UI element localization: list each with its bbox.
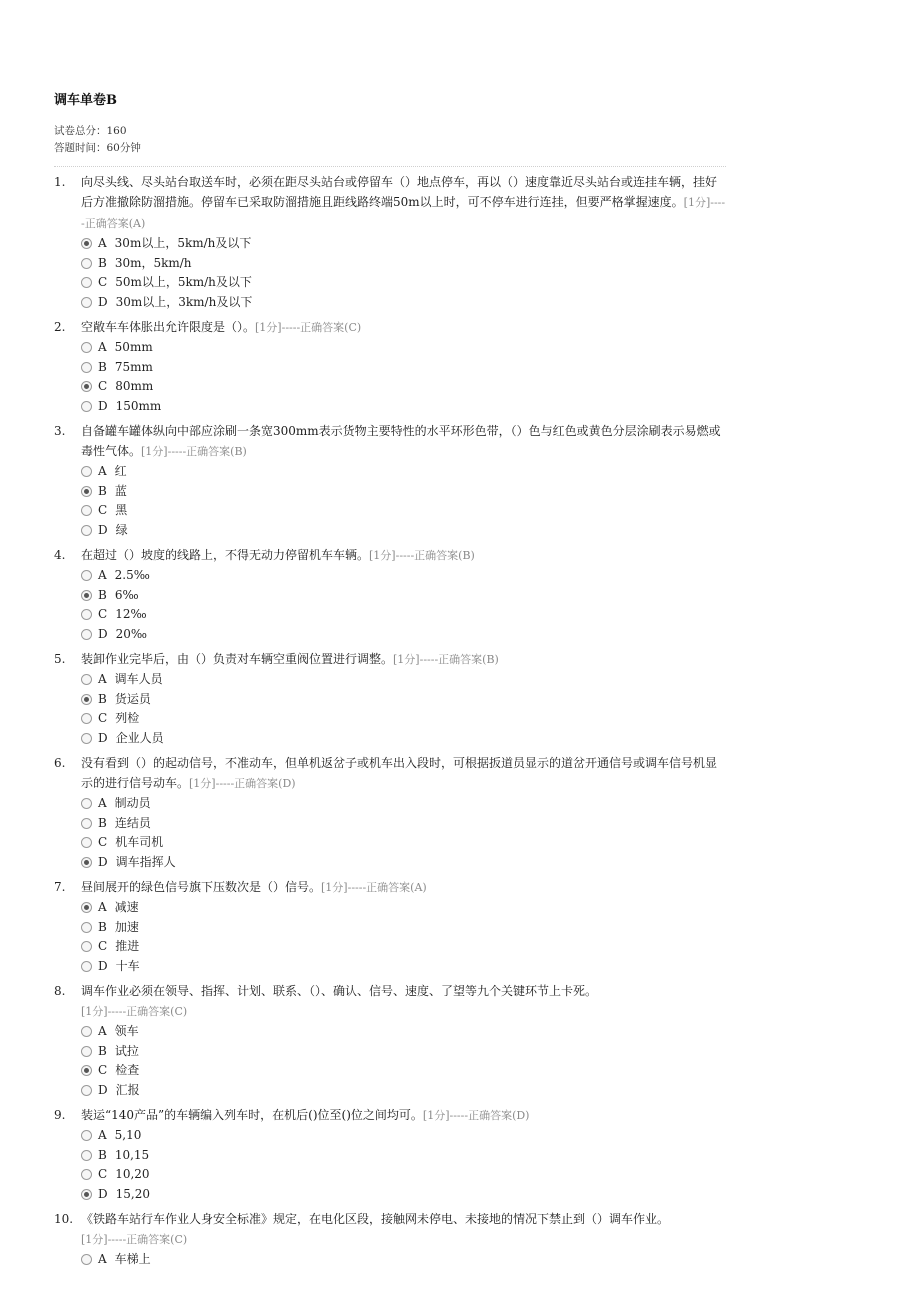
question-stem [81, 649, 726, 670]
question-body [81, 1105, 726, 1204]
radio-checked-icon[interactable] [81, 381, 92, 392]
question-stem [81, 172, 726, 234]
radio-unchecked-icon[interactable] [81, 505, 92, 516]
answer-option[interactable] [81, 358, 726, 378]
question-item [54, 545, 726, 644]
option-text: 50m以上，5km/h及以下 [115, 275, 252, 289]
option-text: 15,20 [115, 1186, 150, 1201]
question-stem [81, 877, 726, 898]
question-number: 2. [54, 320, 66, 334]
answer-option[interactable] [81, 254, 726, 274]
radio-unchecked-icon[interactable] [81, 1046, 92, 1057]
radio-checked-icon[interactable] [81, 1065, 92, 1076]
question-body [81, 421, 726, 540]
radio-unchecked-icon[interactable] [81, 922, 92, 933]
option-key: B [98, 587, 107, 602]
radio-unchecked-icon[interactable] [81, 1254, 92, 1265]
question-number: 7. [54, 880, 66, 894]
answer-option[interactable] [81, 1185, 726, 1205]
option-key: C [98, 1063, 108, 1077]
radio-unchecked-icon[interactable] [81, 941, 92, 952]
option-text: 汇报 [115, 1082, 140, 1097]
answer-option[interactable] [81, 853, 726, 873]
option-text: 20‰ [115, 626, 147, 641]
option-key: B [98, 359, 107, 374]
option-text: 75mm [114, 359, 153, 374]
question-text: 《铁路车站行车作业人身安全标准》规定，在电化区段，接触网未停电、未接地的情况下禁止到（）调车作业。 [81, 1212, 670, 1226]
answer-option[interactable] [81, 937, 726, 957]
option-key: C [98, 503, 108, 517]
question-item [54, 1209, 726, 1270]
question-body [81, 172, 726, 312]
radio-unchecked-icon[interactable] [81, 629, 92, 640]
answer-option[interactable] [81, 501, 726, 521]
option-text: 150mm [115, 398, 162, 413]
radio-unchecked-icon[interactable] [81, 798, 92, 809]
question-stem [81, 545, 726, 566]
option-text: 车梯上 [114, 1252, 151, 1266]
radio-unchecked-icon[interactable] [81, 961, 92, 972]
question-number: 10. [54, 1212, 74, 1226]
option-text: 10,20 [115, 1167, 150, 1181]
score-answer-info: [1分]-----正确答案(B) [369, 549, 475, 562]
question-number: 8. [54, 984, 66, 998]
option-key: B [98, 919, 107, 934]
question-stem [81, 421, 726, 462]
radio-checked-icon[interactable] [81, 590, 92, 601]
score-answer-info: [1分]-----正确答案(A) [321, 881, 427, 894]
question-text: 装运“140产品”的车辆编入列车时，在机后()位至()位之间均可。 [81, 1108, 423, 1122]
radio-unchecked-icon[interactable] [81, 713, 92, 724]
option-key: B [98, 1043, 107, 1058]
answer-option[interactable] [81, 1250, 726, 1270]
question-item [54, 1105, 726, 1204]
answer-option[interactable] [81, 898, 726, 918]
score-answer-info: [1分]-----正确答案(B) [141, 445, 247, 458]
radio-unchecked-icon[interactable] [81, 466, 92, 477]
option-key: C [98, 1167, 108, 1181]
time-limit: 答题时间：60分钟 [54, 142, 141, 154]
question-stem [81, 981, 726, 1001]
option-text: 领车 [114, 1024, 139, 1038]
radio-unchecked-icon[interactable] [81, 1026, 92, 1037]
answer-option[interactable] [81, 729, 726, 749]
option-key: A [98, 796, 107, 810]
option-text: 2.5‰ [114, 568, 150, 582]
answer-option[interactable] [81, 709, 726, 729]
question-text: 向尽头线、尽头站台取送车时，必须在距尽头站台或停留车（）地点停车，再以（）速度靠近尽头站台或连挂车辆，挂好后方准撤除防溜措施。停留车已采取防溜措施且距线路终端50m以上时，可不停车进行连挂，但要严格掌握速度。 [81, 175, 718, 209]
radio-unchecked-icon[interactable] [81, 401, 92, 412]
score-answer-info: [1分]-----正确答案(C) [81, 1005, 188, 1018]
question-number: 1. [54, 175, 66, 189]
answer-option[interactable] [81, 566, 726, 586]
option-text: 5,10 [114, 1128, 142, 1142]
question-number: 9. [54, 1108, 66, 1122]
answer-option[interactable] [81, 1042, 726, 1062]
answer-option[interactable] [81, 814, 726, 834]
option-text: 列检 [115, 711, 140, 725]
option-key: A [98, 340, 107, 354]
score-answer-info: [1分]-----正确答案(B) [393, 653, 499, 666]
question-number: 3. [54, 424, 66, 438]
option-key: B [98, 815, 107, 830]
answer-option[interactable] [81, 1061, 726, 1081]
question-item [54, 753, 726, 872]
option-key: D [98, 294, 108, 309]
answer-option[interactable] [81, 690, 726, 710]
radio-checked-icon[interactable] [81, 238, 92, 249]
question-body [81, 981, 726, 1100]
radio-unchecked-icon[interactable] [81, 570, 92, 581]
question-stem [81, 317, 726, 338]
answer-option[interactable] [81, 1165, 726, 1185]
option-text: 企业人员 [115, 730, 164, 745]
score-answer-info: [1分]-----正确答案(D) [422, 1109, 530, 1122]
option-text: 推进 [115, 939, 140, 953]
radio-unchecked-icon[interactable] [81, 609, 92, 620]
answer-option[interactable] [81, 605, 726, 625]
answer-option[interactable] [81, 833, 726, 853]
answer-option[interactable] [81, 482, 726, 502]
option-key: A [98, 1252, 107, 1266]
question-item [54, 172, 726, 312]
option-key: C [98, 939, 108, 953]
radio-unchecked-icon[interactable] [81, 525, 92, 536]
question-text: 昼间展开的绿色信号旗下压数次是（）信号。 [81, 880, 322, 894]
option-key: A [98, 1024, 107, 1038]
answer-option[interactable] [81, 234, 726, 254]
option-text: 红 [114, 464, 127, 478]
option-key: C [98, 607, 108, 621]
answer-option[interactable] [81, 1146, 726, 1166]
option-text: 12‰ [115, 607, 147, 621]
answer-option[interactable] [81, 338, 726, 358]
radio-checked-icon[interactable] [81, 486, 92, 497]
radio-unchecked-icon[interactable] [81, 1085, 92, 1096]
option-key: C [98, 835, 108, 849]
radio-unchecked-icon[interactable] [81, 1130, 92, 1141]
answer-option[interactable] [81, 670, 726, 690]
answer-option[interactable] [81, 1022, 726, 1042]
answer-option[interactable] [81, 794, 726, 814]
option-text: 10,15 [114, 1147, 150, 1162]
option-text: 机车司机 [115, 835, 164, 849]
option-key: A [98, 672, 107, 686]
question-stem [81, 753, 726, 794]
score-answer-info: [1分]-----正确答案(C) [81, 1233, 188, 1246]
question-text: 调车作业必须在领导、指挥、计划、联系、（）、确认、信号、速度、了望等九个关键环节上卡死。 [81, 984, 598, 998]
question-body [81, 877, 726, 976]
question-item [54, 421, 726, 540]
option-key: D [98, 730, 108, 745]
radio-unchecked-icon[interactable] [81, 818, 92, 829]
option-key: B [98, 691, 107, 706]
answer-option[interactable] [81, 521, 726, 541]
option-text: 30m以上，3km/h及以下 [115, 294, 253, 309]
option-key: D [98, 398, 108, 413]
option-text: 6‰ [114, 587, 139, 602]
radio-unchecked-icon[interactable] [81, 342, 92, 353]
question-item [54, 981, 726, 1100]
option-key: C [98, 275, 108, 289]
option-text: 80mm [115, 379, 154, 393]
question-body [81, 753, 726, 872]
answer-option[interactable] [81, 273, 726, 293]
question-item [54, 877, 726, 976]
option-key: D [98, 1082, 108, 1097]
option-text: 检查 [115, 1063, 140, 1077]
answer-option[interactable] [81, 625, 726, 645]
option-text: 试拉 [114, 1043, 139, 1058]
option-key: A [98, 900, 107, 914]
radio-unchecked-icon[interactable] [81, 674, 92, 685]
exam-title: 调车单卷B [54, 93, 117, 108]
radio-checked-icon[interactable] [81, 1189, 92, 1200]
total-score: 试卷总分：160 [54, 125, 127, 137]
option-key: D [98, 854, 108, 869]
option-text: 绿 [115, 522, 128, 537]
radio-unchecked-icon[interactable] [81, 258, 92, 269]
option-key: C [98, 379, 108, 393]
question-number: 5. [54, 652, 66, 666]
divider [54, 166, 726, 167]
option-key: B [98, 1147, 107, 1162]
score-answer-line [81, 1001, 726, 1022]
answer-option[interactable] [81, 462, 726, 482]
option-text: 黑 [115, 503, 128, 517]
radio-checked-icon[interactable] [81, 857, 92, 868]
score-answer-line [81, 1229, 726, 1250]
radio-unchecked-icon[interactable] [81, 362, 92, 373]
question-stem [81, 1105, 726, 1126]
option-key: A [98, 464, 107, 478]
option-key: D [98, 958, 108, 973]
option-text: 制动员 [114, 796, 151, 810]
answer-option[interactable] [81, 397, 726, 417]
question-text: 装卸作业完毕后，由（）负责对车辆空重阀位置进行调整。 [81, 652, 394, 666]
question-item [54, 317, 726, 416]
option-text: 50mm [114, 340, 153, 354]
answer-option[interactable] [81, 918, 726, 938]
answer-option[interactable] [81, 1126, 726, 1146]
score-answer-info: [1分]-----正确答案(D) [189, 777, 296, 790]
option-text: 调车人员 [114, 672, 163, 686]
question-item [54, 649, 726, 748]
option-key: C [98, 711, 108, 725]
option-text: 30m，5km/h [114, 255, 192, 270]
option-text: 加速 [114, 919, 139, 934]
question-list [54, 172, 726, 1270]
question-body [81, 649, 726, 748]
option-key: B [98, 255, 107, 270]
radio-unchecked-icon[interactable] [81, 277, 92, 288]
question-stem [81, 1209, 726, 1229]
option-text: 调车指挥人 [115, 854, 176, 869]
question-text: 自备罐车罐体纵向中部应涂刷一条宽300mm表示货物主要特性的水平环形色带，（）色与红色或黄色分层涂刷表示易燃或毒性气体。 [81, 424, 721, 458]
question-text: 空敞车车体胀出允许限度是（）。 [81, 320, 256, 334]
question-number: 4. [54, 548, 66, 562]
option-text: 减速 [114, 900, 139, 914]
radio-unchecked-icon[interactable] [81, 1150, 92, 1161]
option-text: 十车 [115, 958, 140, 973]
option-text: 连结员 [114, 815, 151, 830]
radio-unchecked-icon[interactable] [81, 1169, 92, 1180]
score-answer-info: [1分]-----正确答案(C) [255, 321, 362, 334]
answer-option[interactable] [81, 586, 726, 606]
option-text: 货运员 [114, 691, 151, 706]
option-key: D [98, 522, 108, 537]
option-key: A [98, 568, 107, 582]
question-text: 在超过（）坡度的线路上，不得无动力停留机车车辆。 [81, 548, 370, 562]
question-text: 没有看到（）的起动信号，不准动车，但单机返岔子或机车出入段时，可根据扳道员显示的道岔开通信号或调车信号机显示的进行信号动车。 [81, 756, 718, 790]
radio-unchecked-icon[interactable] [81, 297, 92, 308]
question-number: 6. [54, 756, 66, 770]
question-body [81, 545, 726, 644]
radio-unchecked-icon[interactable] [81, 837, 92, 848]
question-body [81, 317, 726, 416]
option-key: A [98, 1128, 107, 1142]
answer-option[interactable] [81, 957, 726, 977]
option-key: A [98, 236, 107, 250]
radio-checked-icon[interactable] [81, 902, 92, 913]
answer-option[interactable] [81, 377, 726, 397]
radio-checked-icon[interactable] [81, 694, 92, 705]
radio-unchecked-icon[interactable] [81, 733, 92, 744]
option-key: D [98, 1186, 108, 1201]
option-text: 30m以上，5km/h及以下 [114, 236, 252, 250]
answer-option[interactable] [81, 293, 726, 313]
option-key: B [98, 483, 107, 498]
option-key: D [98, 626, 108, 641]
answer-option[interactable] [81, 1081, 726, 1101]
question-body [81, 1209, 726, 1270]
option-text: 蓝 [114, 483, 127, 498]
score-answer-info: [1分]-----正确答案(A) [81, 196, 726, 230]
